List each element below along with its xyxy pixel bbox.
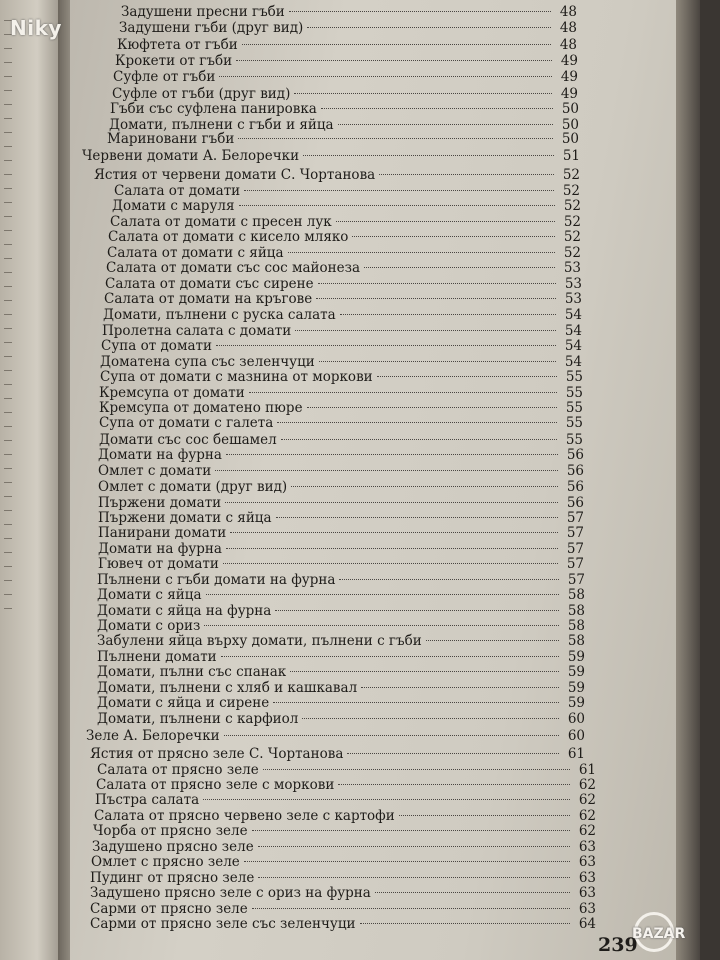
- dot-leader: [225, 502, 558, 503]
- toc-entry-page: 58: [567, 633, 585, 649]
- dot-leader: [224, 735, 559, 736]
- toc-entry-page: 57: [567, 572, 585, 588]
- toc-entry: [97, 695, 587, 712]
- dot-leader: [275, 610, 559, 611]
- toc-entry-title: Сарми от прясно зеле със зеленчуци: [90, 916, 356, 932]
- toc-entry-page: 53: [564, 291, 582, 307]
- toc-entry-title: Сарми от прясно зеле: [90, 901, 248, 917]
- toc-entry-title: Салата от домати с пресен лук: [110, 214, 332, 230]
- toc-entry-page: 58: [567, 618, 585, 634]
- toc-entry-title: Омлет с прясно зеле: [91, 854, 240, 870]
- toc-entry-page: 48: [559, 4, 577, 20]
- toc-entry-title: Забулени яйца върху домати, пълнени с гъби: [97, 633, 422, 649]
- toc-entry-title: Суфле от гъби: [113, 69, 216, 85]
- dot-leader: [219, 76, 552, 77]
- toc-entry-page: 48: [559, 20, 577, 36]
- toc-entry-title: Домати със сос бешамел: [99, 432, 277, 448]
- toc-entry-page: 51: [562, 148, 580, 164]
- toc-entry-page: 59: [567, 680, 585, 696]
- dot-leader: [216, 345, 556, 346]
- dot-leader: [238, 138, 553, 139]
- toc-entry-title: Салата от домати с яйца: [107, 245, 284, 261]
- toc-entry: [99, 415, 585, 432]
- dot-leader: [204, 625, 559, 626]
- dot-leader: [223, 563, 558, 564]
- toc-entry-page: 61: [567, 746, 585, 762]
- dot-leader: [289, 11, 551, 12]
- dot-leader: [295, 330, 556, 331]
- toc-entry-page: 60: [567, 711, 585, 727]
- dot-leader: [379, 174, 554, 175]
- dot-leader: [319, 361, 556, 362]
- toc-entry: [117, 37, 579, 54]
- dot-leader: [318, 283, 556, 284]
- toc-entry: [82, 148, 582, 165]
- toc-entry-title: Ястия от червени домати С. Чортанова: [94, 167, 376, 183]
- dot-leader: [340, 314, 556, 315]
- toc-entry: [100, 369, 585, 386]
- toc-entry-page: 54: [564, 354, 582, 370]
- dot-leader: [352, 236, 555, 237]
- dot-leader: [321, 108, 553, 109]
- toc-entry-title: Червени домати А. Белоречки: [82, 148, 300, 164]
- toc-entry: [95, 792, 598, 809]
- toc-entry-page: 62: [578, 777, 596, 793]
- toc-entry-title: Салата от прясно зеле: [97, 762, 259, 778]
- toc-entry-title: Пържени домати: [98, 495, 222, 511]
- dot-leader: [226, 548, 558, 549]
- toc-entry-title: Салата от прясно зеле с моркови: [96, 777, 335, 793]
- toc-entry: [106, 260, 583, 277]
- toc-entry-page: 56: [566, 479, 584, 495]
- toc-entry-page: 50: [561, 117, 579, 133]
- toc-entry-page: 58: [567, 587, 585, 603]
- toc-entry-title: Кремсупа от домати: [99, 385, 245, 401]
- page-number: 239: [598, 934, 638, 956]
- dot-leader: [316, 298, 556, 299]
- dot-leader: [336, 221, 555, 222]
- toc-entry-page: 55: [565, 432, 583, 448]
- dot-leader: [273, 702, 559, 703]
- toc-entry-title: Домати на фурна: [98, 447, 222, 463]
- toc-entry-page: 54: [564, 323, 582, 339]
- toc-entry-page: 57: [566, 556, 584, 572]
- toc-entry-page: 52: [563, 214, 581, 230]
- toc-entry: [119, 20, 579, 37]
- toc-entry: [94, 167, 582, 184]
- toc-entry: [97, 664, 587, 681]
- dot-leader: [360, 923, 570, 924]
- toc-entry-title: Домати с ориз: [97, 618, 201, 634]
- dot-leader: [252, 908, 570, 909]
- toc-entry-title: Пълнени с гъби домати на фурна: [97, 572, 336, 588]
- dot-leader: [252, 830, 570, 831]
- toc-entry-page: 55: [565, 385, 583, 401]
- toc-entry-title: Домати, пълнени с карфиол: [97, 711, 299, 727]
- toc-entry-page: 62: [578, 808, 596, 824]
- dot-leader: [249, 392, 557, 393]
- toc-entry-page: 62: [578, 792, 596, 808]
- toc-entry: [98, 525, 586, 542]
- toc-entry-title: Домати, пълнени с гъби и яйца: [109, 117, 334, 133]
- dot-leader: [364, 267, 555, 268]
- toc-entry-page: 54: [564, 338, 582, 354]
- toc-entry-title: Домати с яйца на фурна: [97, 603, 272, 619]
- toc-entry-page: 49: [560, 86, 578, 102]
- dot-leader: [302, 718, 559, 719]
- toc-entry-page: 63: [578, 854, 596, 870]
- toc-entry-page: 53: [564, 276, 582, 292]
- toc-entry: [98, 479, 586, 496]
- toc-entry-title: Ястия от прясно зеле С. Чортанова: [90, 746, 344, 762]
- dot-leader: [276, 517, 558, 518]
- toc-entry: [101, 338, 584, 355]
- toc-entry-page: 52: [562, 183, 580, 199]
- toc-entry-title: Домати, пълни със спанак: [97, 664, 287, 680]
- toc-entry-page: 55: [565, 400, 583, 416]
- toc-entry-title: Салата от домати на кръгове: [104, 291, 313, 307]
- toc-entry-page: 49: [560, 53, 578, 69]
- toc-entry-page: 55: [565, 415, 583, 431]
- toc-entry-title: Домати на фурна: [98, 541, 222, 557]
- toc-entry-page: 52: [563, 229, 581, 245]
- toc-entry-title: Супа от домати с мазнина от моркови: [100, 369, 373, 385]
- toc-entry-title: Салата от домати със сос майонеза: [106, 260, 361, 276]
- toc-entry-title: Кремсупа от доматено пюре: [99, 400, 303, 416]
- toc-entry-title: Задушено прясно зеле с ориз на фурна: [90, 885, 371, 901]
- toc-entry-title: Супа от домати: [101, 338, 212, 354]
- logo-text: BAZAR: [632, 926, 686, 942]
- dot-leader: [399, 815, 570, 816]
- toc-entry-page: 63: [578, 901, 596, 917]
- toc-entry-page: 63: [578, 885, 596, 901]
- dot-leader: [347, 753, 559, 754]
- toc-entry-page: 57: [566, 541, 584, 557]
- toc-entry: [97, 633, 587, 650]
- dot-leader: [206, 594, 559, 595]
- toc-entry-page: 60: [567, 728, 585, 744]
- dot-leader: [226, 454, 558, 455]
- dot-leader: [426, 640, 559, 641]
- toc-entry: [107, 131, 581, 148]
- toc-entry-title: Домати с маруля: [112, 198, 235, 214]
- toc-entry-title: Омлет с домати (друг вид): [98, 479, 288, 495]
- toc-entry-title: Задушени гъби (друг вид): [119, 20, 304, 36]
- dot-leader: [277, 422, 557, 423]
- toc-entry-page: 52: [563, 198, 581, 214]
- toc-entry-title: Зеле А. Белоречки: [86, 728, 220, 744]
- dot-leader: [288, 252, 555, 253]
- toc-entry-page: 57: [566, 525, 584, 541]
- toc-entry-title: Задушено прясно зеле: [92, 839, 254, 855]
- dot-leader: [203, 799, 570, 800]
- toc-entry-page: 52: [563, 245, 581, 261]
- dot-leader: [303, 155, 554, 156]
- toc-entry-page: 52: [562, 167, 580, 183]
- dot-leader: [294, 93, 552, 94]
- dot-leader: [244, 861, 570, 862]
- toc-entry-title: Пролетна салата с домати: [102, 323, 292, 339]
- dot-leader: [291, 486, 558, 487]
- dot-leader: [258, 846, 570, 847]
- toc-entry-page: 53: [563, 260, 581, 276]
- dot-leader: [215, 470, 558, 471]
- dot-leader: [236, 60, 552, 61]
- toc-entry: [104, 291, 584, 308]
- dot-leader: [230, 532, 558, 533]
- toc-entry: [110, 101, 581, 118]
- toc-entry-title: Пудинг от прясно зеле: [90, 870, 255, 886]
- toc-entry-title: Омлет с домати: [98, 463, 212, 479]
- toc-entry: [90, 746, 587, 763]
- toc-entry-page: 62: [578, 823, 596, 839]
- toc-entry-title: Домати с яйца: [97, 587, 202, 603]
- dot-leader: [338, 784, 570, 785]
- dot-leader: [258, 877, 570, 878]
- toc-entry-title: Пълнени домати: [97, 649, 217, 665]
- toc-entry-page: 63: [578, 870, 596, 886]
- dot-leader: [375, 892, 570, 893]
- toc-entry-page: 56: [566, 463, 584, 479]
- toc-entry: [97, 587, 587, 604]
- dot-leader: [263, 769, 570, 770]
- toc-entry: [90, 885, 598, 902]
- toc-entry: [121, 4, 579, 21]
- toc-entry: [98, 556, 586, 573]
- toc-entry-page: 59: [567, 664, 585, 680]
- toc-entry-title: Салата от прясно червено зеле с картофи: [94, 808, 395, 824]
- dot-leader: [377, 376, 557, 377]
- toc-entry-page: 50: [561, 131, 579, 147]
- toc-entry-page: 59: [567, 649, 585, 665]
- dot-leader: [307, 27, 551, 28]
- toc-entry-title: Кюфтета от гъби: [117, 37, 238, 53]
- toc-entry-page: 56: [566, 447, 584, 463]
- watermark-text: Niky: [10, 16, 62, 40]
- toc-entry-title: Доматена супа със зеленчуци: [100, 354, 315, 370]
- toc-entry-page: 61: [578, 762, 596, 778]
- toc-entry-page: 48: [559, 37, 577, 53]
- dot-leader: [244, 190, 554, 191]
- toc-entry-title: Панирани домати: [98, 525, 227, 541]
- toc-entry-page: 57: [566, 510, 584, 526]
- toc-entry-title: Мариновани гъби: [107, 131, 235, 147]
- toc-entry-page: 56: [566, 495, 584, 511]
- toc-entry: [108, 229, 583, 246]
- toc-entry-title: Супа от домати с галета: [99, 415, 274, 431]
- dot-leader: [242, 44, 551, 45]
- dot-leader: [221, 656, 559, 657]
- dot-leader: [281, 439, 557, 440]
- toc-entry-title: Чорба от прясно зеле: [93, 823, 248, 839]
- toc-entry: [113, 69, 580, 86]
- toc-entry: [86, 728, 587, 745]
- toc-entry-title: Салата от домати с кисело мляко: [108, 229, 349, 245]
- bazar-logo: [632, 912, 708, 954]
- toc-entry-title: Пъстра салата: [95, 792, 200, 808]
- toc-entry-title: Задушени пресни гъби: [121, 4, 285, 20]
- toc-entry: [98, 463, 586, 480]
- toc-entry: [98, 447, 586, 464]
- toc-entry-title: Суфле от гъби (друг вид): [112, 86, 291, 102]
- toc-entry-page: 59: [567, 695, 585, 711]
- toc-entry: [91, 854, 598, 871]
- toc-entry-title: Домати с яйца и сирене: [97, 695, 270, 711]
- toc-entry: [103, 307, 584, 324]
- toc-entry-title: Крокети от гъби: [115, 53, 233, 69]
- toc-entry-title: Салата от домати със сирене: [105, 276, 314, 292]
- toc-entry: [112, 198, 583, 215]
- dot-leader: [290, 671, 559, 672]
- toc-entry: [90, 916, 598, 933]
- toc-entry-title: Гъби със суфлена панировка: [110, 101, 317, 117]
- dot-leader: [307, 407, 557, 408]
- toc-entry-page: 63: [578, 839, 596, 855]
- toc-entry: [115, 53, 580, 70]
- toc-entry-page: 49: [560, 69, 578, 85]
- toc-entry: [97, 711, 587, 728]
- toc-entry-page: 64: [578, 916, 596, 932]
- dot-leader: [239, 205, 555, 206]
- dot-leader: [338, 124, 553, 125]
- toc-entry-page: 54: [564, 307, 582, 323]
- toc-entry-title: Домати, пълнени с хляб и кашкавал: [97, 680, 358, 696]
- toc-entry: [93, 823, 598, 840]
- dot-leader: [339, 579, 559, 580]
- toc-entry-page: 55: [565, 369, 583, 385]
- toc-entry-title: Салата от домати: [114, 183, 241, 199]
- toc-entry-title: Пържени домати с яйца: [98, 510, 272, 526]
- toc-entry-title: Домати, пълнени с руска салата: [103, 307, 336, 323]
- toc-entry-page: 58: [567, 603, 585, 619]
- toc-entry-title: Гювеч от домати: [98, 556, 219, 572]
- toc-entry-page: 50: [561, 101, 579, 117]
- dot-leader: [361, 687, 559, 688]
